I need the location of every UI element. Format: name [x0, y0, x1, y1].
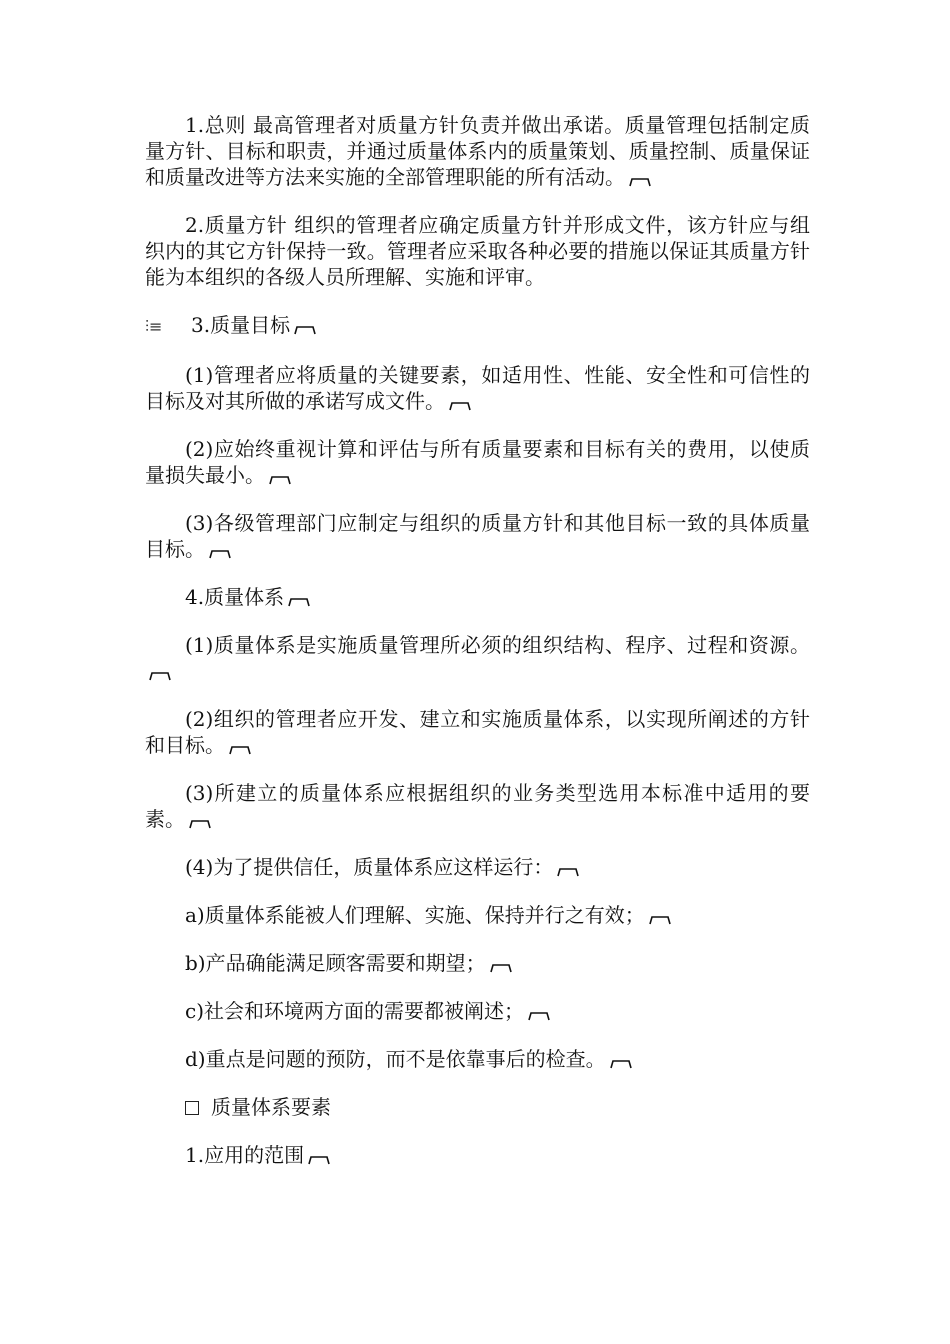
return-mark-icon: [449, 401, 471, 411]
paragraph-system-3: [145, 780, 810, 832]
paragraph-text: (1)质量体系是实施质量管理所必须的组织结构、程序、过程和资源。: [185, 633, 810, 657]
paragraph-general: [145, 112, 810, 190]
heading-quality-objectives: [145, 312, 810, 340]
paragraph-text: (1)管理者应将质量的关键要素，如适用性、性能、安全性和可信性的目标及对其所做的承诺写成文件。: [145, 363, 810, 413]
paragraph-text: 2.质量方针 组织的管理者应确定质量方针并形成文件，该方针应与组织内的其它方针保持一致。管理者应采取各种必要的措施以保证其质量方针能为本组织的各级人员所理解、实施和评审。: [145, 213, 810, 289]
return-mark-icon: [649, 915, 671, 925]
list-item-b: [145, 950, 810, 976]
paragraph-objective-2: [145, 436, 810, 488]
heading-text: 质量体系要素: [211, 1095, 331, 1119]
heading-text: 4.质量体系: [185, 585, 285, 609]
return-mark-icon: [629, 177, 651, 187]
heading-quality-system: [145, 584, 810, 610]
return-mark-icon: [308, 1155, 330, 1165]
paragraph-text: (3)各级管理部门应制定与组织的质量方针和其他目标一致的具体质量目标。: [145, 511, 810, 561]
heading-scope: [145, 1142, 810, 1168]
return-mark-icon: [269, 475, 291, 485]
margin-glyph: ⫶≡: [145, 317, 163, 336]
paragraph-text: (3)所建立的质量体系应根据组织的业务类型选用本标准中适用的要素。: [145, 781, 810, 831]
paragraph-system-4: [145, 854, 810, 880]
checkbox-square-icon: [185, 1101, 199, 1115]
return-mark-icon: [209, 549, 231, 559]
paragraph-objective-1: [145, 362, 810, 414]
paragraph-text: b)产品确能满足顾客需要和期望；: [185, 951, 486, 975]
paragraph-text: (2)应始终重视计算和评估与所有质量要素和目标有关的费用，以使质量损失最小。: [145, 437, 810, 487]
list-item-a: [145, 902, 810, 928]
return-mark-icon: [557, 867, 579, 877]
paragraph-text: 1.总则 最高管理者对质量方针负责并做出承诺。质量管理包括制定质量方针、目标和职责，并通过质量体系内的质量策划、质量控制、质量保证和质量改进等方法来实施的全部管理职能的所有活动。: [145, 113, 810, 189]
paragraph-text: d)重点是问题的预防，而不是依靠事后的检查。: [185, 1047, 606, 1071]
paragraph-system-1: [145, 632, 810, 684]
paragraph-system-2: [145, 706, 810, 758]
paragraph-text: (2)组织的管理者应开发、建立和实施质量体系，以实现所阐述的方针和目标。: [145, 707, 810, 757]
return-mark-icon: [490, 963, 512, 973]
paragraph-quality-policy: [145, 212, 810, 290]
return-mark-icon: [288, 597, 310, 607]
paragraph-text: a)质量体系能被人们理解、实施、保持并行之有效；: [185, 903, 645, 927]
paragraph-text: c)社会和环境两方面的需要都被阐述；: [185, 999, 525, 1023]
return-mark-icon: [610, 1059, 632, 1069]
heading-system-elements: [145, 1094, 810, 1120]
return-mark-icon: [149, 671, 171, 681]
paragraph-objective-3: [145, 510, 810, 562]
heading-text: 1.应用的范围: [185, 1143, 305, 1167]
heading-text: 3.质量目标: [191, 313, 291, 337]
return-mark-icon: [229, 745, 251, 755]
list-item-c: [145, 998, 810, 1024]
return-mark-icon: [294, 325, 316, 335]
paragraph-text: (4)为了提供信任，质量体系应这样运行：: [185, 855, 554, 879]
return-mark-icon: [189, 819, 211, 829]
return-mark-icon: [528, 1011, 550, 1021]
document-page: [145, 112, 810, 1190]
list-item-d: [145, 1046, 810, 1072]
